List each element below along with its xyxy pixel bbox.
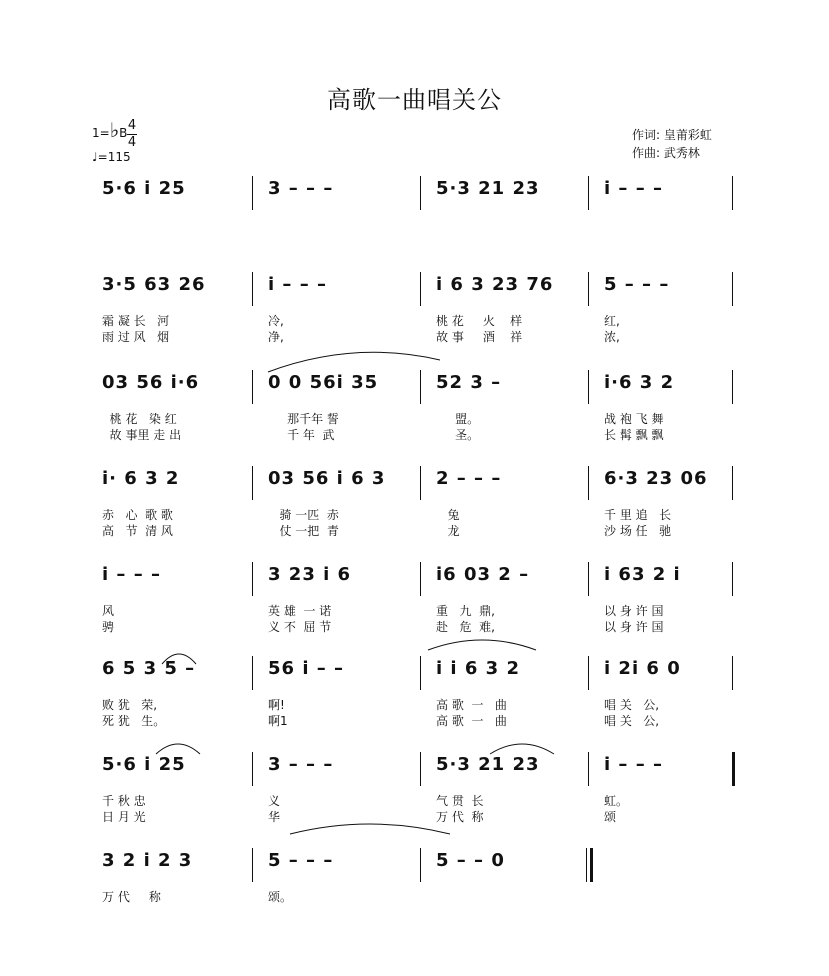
notes: i· 6 3 2 (102, 468, 180, 489)
notes: i 63 2 i (604, 564, 681, 585)
lyric-verse-2: 以 身 许 国 (604, 620, 664, 634)
lyric-verse-2: 赴 危 难, (436, 620, 495, 634)
lyric-verse-2: 高 歌 一 曲 (436, 714, 507, 728)
lyric-verse-1: 千 秋 忠 (102, 794, 146, 808)
lyric-verse-2: 颂 (604, 810, 617, 824)
notes: i 2i 6 0 (604, 658, 681, 679)
notes: 6 5 3 5 – (102, 658, 196, 679)
notes: 5 – – – (604, 274, 670, 295)
lyric-verse-2: 龙 (436, 524, 460, 538)
lyric-verse-2: 沙 场 任 驰 (604, 524, 672, 538)
notes: i – – – (604, 178, 663, 199)
lyric-verse-1: 英 雄 一 诺 (268, 604, 332, 618)
lyric-verse-1: 战 袍 飞 舞 (604, 412, 664, 426)
notes: i – – – (102, 564, 161, 585)
lyric-verse-1: 盟。 (436, 412, 480, 426)
notes: i – – – (268, 274, 327, 295)
notes: i – – – (604, 754, 663, 775)
notes: 5 – – 0 (436, 850, 505, 871)
flat-icon: ♭ (109, 118, 120, 142)
notes: 2 – – – (436, 468, 502, 489)
lyric-verse-1: 高 歌 一 曲 (436, 698, 507, 712)
lyric-verse-1: 红, (604, 314, 620, 328)
lyric-verse-2: 万 代 称 (436, 810, 484, 824)
lyric-verse-1: 重 九 鼎, (436, 604, 495, 618)
lyric-verse-1: 桃 花 染 红 (102, 412, 177, 426)
lyric-verse-2: 骋 (102, 620, 115, 634)
lyric-verse-2: 仗 一把 青 (268, 524, 339, 538)
lyric-verse-2: 故 事 酒 祥 (436, 330, 523, 344)
lyric-verse-1: 那千年 誓 (268, 412, 339, 426)
notes: 5 – – – (268, 850, 334, 871)
slur-arc (156, 744, 200, 754)
lyric-verse-2: 圣。 (436, 428, 480, 442)
lyricist-credit: 作词: 皇莆彩虹 (632, 128, 712, 142)
lyric-verse-1: 颂。 (268, 890, 293, 904)
lyric-verse-1: 气 贯 长 (436, 794, 484, 808)
notes: 5·6 i 25 (102, 178, 186, 199)
notes: 3 2 i 2 3 (102, 850, 193, 871)
song-title: 高歌一曲唱关公 (327, 86, 502, 114)
notes: 52 3 – (436, 372, 502, 393)
lyric-verse-1: 义 (268, 794, 281, 808)
lyric-verse-2: 死 犹 生。 (102, 714, 166, 728)
notes: 5·3 21 23 (436, 754, 540, 775)
lyric-verse-2: 啊1 (268, 714, 288, 728)
notes: 6·3 23 06 (604, 468, 708, 489)
slur-arc (162, 654, 196, 664)
lyric-verse-1: 败 犹 荣, (102, 698, 158, 712)
lyric-verse-2: 雨 过 风 烟 (102, 330, 170, 344)
lyric-verse-1: 霜 凝 长 河 (102, 314, 170, 328)
key-prefix: 1= (92, 126, 110, 140)
notes: 5·6 i 25 (102, 754, 186, 775)
lyric-verse-2: 唱 关 公, (604, 714, 660, 728)
slur-arc (490, 744, 554, 754)
key-note: B (119, 126, 128, 140)
lyric-verse-2: 华 (268, 810, 281, 824)
slur-arc (290, 824, 450, 834)
meter-denominator: 4 (127, 135, 137, 150)
lyric-verse-1: 赤 心 歌 歌 (102, 508, 173, 522)
lyric-verse-1: 风 (102, 604, 115, 618)
lyric-verse-1: 啊! (268, 698, 285, 712)
lyric-verse-2: 千 年 武 (268, 428, 335, 442)
lyric-verse-1: 骑 一匹 赤 (268, 508, 339, 522)
lyric-verse-2: 浓, (604, 330, 620, 344)
lyric-verse-2: 高 节 清 风 (102, 524, 173, 538)
lyric-verse-1: 千 里 追 长 (604, 508, 672, 522)
slur-arc (428, 640, 536, 650)
lyric-verse-1: 万 代 称 (102, 890, 161, 904)
notes: i 6 3 23 76 (436, 274, 554, 295)
lyric-verse-1: 唱 关 公, (604, 698, 660, 712)
notes: i i 6 3 2 (436, 658, 520, 679)
tempo-value: =115 (97, 150, 131, 164)
slur-arc (268, 352, 440, 372)
notes: 0 0 56i 35 (268, 372, 379, 393)
lyric-verse-2: 长 髯 飘 飘 (604, 428, 664, 442)
lyric-verse-1: 桃 花 火 样 (436, 314, 523, 328)
lyric-verse-2: 日 月 光 (102, 810, 146, 824)
lyric-verse-1: 以 身 许 国 (604, 604, 664, 618)
composer-credit: 作曲: 武秀林 (632, 146, 700, 160)
lyric-verse-2: 义 不 屈 节 (268, 620, 332, 634)
notes: 03 56 i 6 3 (268, 468, 386, 489)
notes: 3·5 63 26 (102, 274, 206, 295)
notes: 3 – – – (268, 178, 334, 199)
lyric-verse-1: 兔 (436, 508, 460, 522)
meter-numerator: 4 (127, 118, 137, 133)
quarter-note-icon: ♩ (92, 150, 98, 164)
notes: 3 – – – (268, 754, 334, 775)
lyric-verse-1: 冷, (268, 314, 284, 328)
notes: 03 56 i·6 (102, 372, 200, 393)
notes: 3 23 i 6 (268, 564, 352, 585)
notes: 56 i – – (268, 658, 345, 679)
lyric-verse-1: 虹。 (604, 794, 629, 808)
notes: 5·3 21 23 (436, 178, 540, 199)
lyric-verse-2: 故 事里 走 出 (102, 428, 182, 442)
lyric-verse-2: 净, (268, 330, 284, 344)
notes: i6 03 2 – (436, 564, 530, 585)
notes: i·6 3 2 (604, 372, 675, 393)
